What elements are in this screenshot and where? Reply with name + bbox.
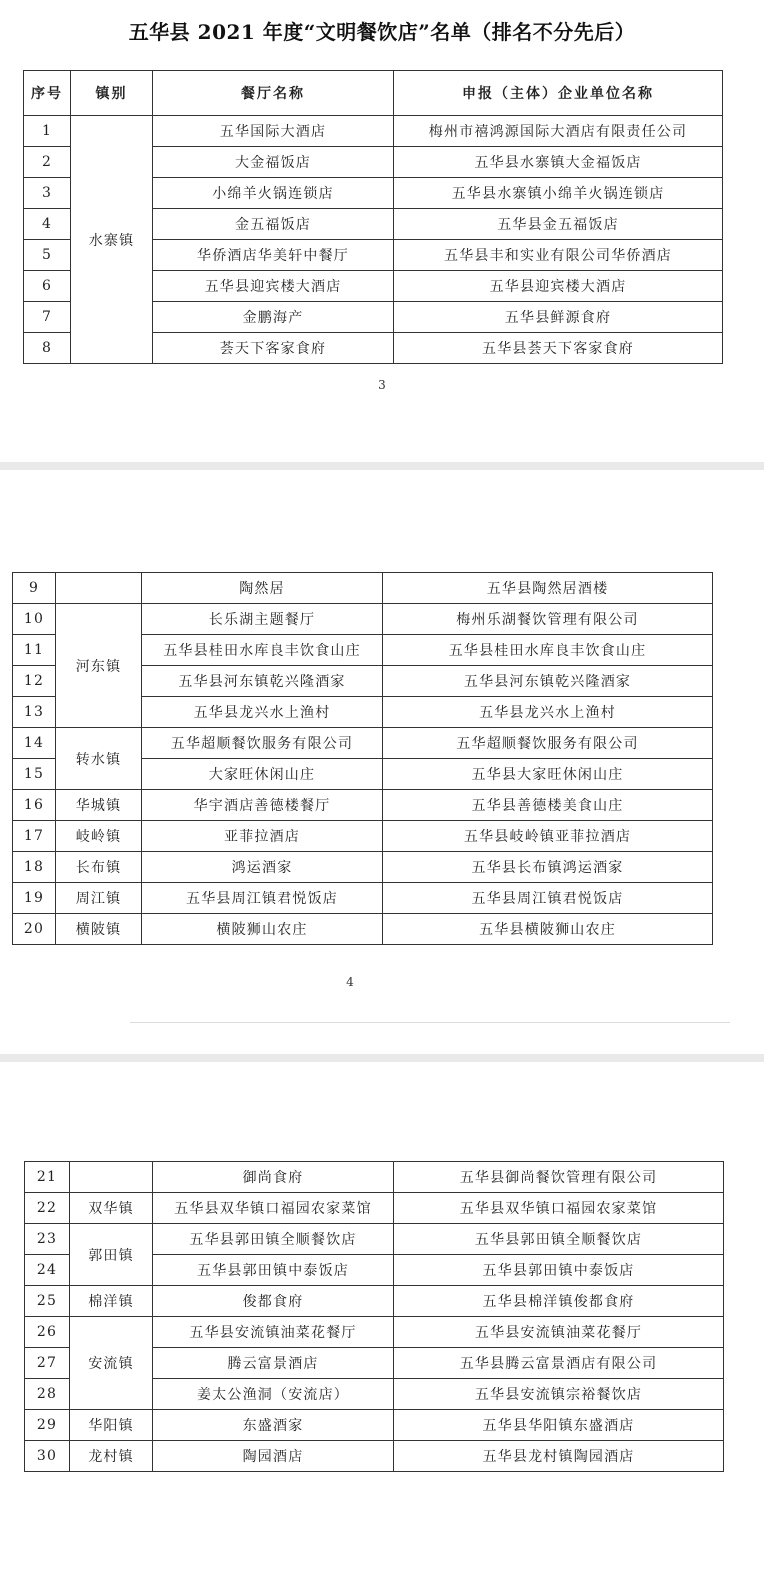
table-row [25,1162,724,1193]
restaurant-name: 横陂狮山农庄 [142,914,383,945]
row-number: 12 [13,666,56,697]
table-row [25,1317,724,1348]
town-cell: 河东镇 [56,604,142,728]
company-name: 五华县金五福饭店 [394,209,723,240]
company-name: 五华县郭田镇全顺餐饮店 [394,1224,724,1255]
header-company: 申报（主体）企业单位名称 [394,71,723,116]
row-number: 7 [24,302,71,333]
company-name: 五华县荟天下客家食府 [394,333,723,364]
company-name: 五华县龙兴水上渔村 [383,697,713,728]
town-cell: 郭田镇 [70,1224,153,1286]
header-restaurant: 餐厅名称 [153,71,394,116]
table-row [13,728,713,759]
restaurant-name: 五华县郭田镇中泰饭店 [153,1255,394,1286]
row-number: 9 [13,573,56,604]
company-name: 五华县周江镇君悦饭店 [383,883,713,914]
row-number: 4 [24,209,71,240]
scan-line [130,1022,730,1023]
restaurant-name: 大金福饭店 [153,147,394,178]
restaurant-name: 华侨酒店华美轩中餐厅 [153,240,394,271]
town-cell: 岐岭镇 [56,821,142,852]
company-name: 五华县桂田水库良丰饮食山庄 [383,635,713,666]
row-number: 15 [13,759,56,790]
company-name: 五华县华阳镇东盛酒店 [394,1410,724,1441]
row-number: 17 [13,821,56,852]
restaurant-name: 陶然居 [142,573,383,604]
row-number: 25 [25,1286,70,1317]
restaurant-table-page-3 [24,1161,724,1472]
page-number: 3 [378,378,386,392]
company-name: 五华县迎宾楼大酒店 [394,271,723,302]
restaurant-name: 荟天下客家食府 [153,333,394,364]
restaurant-name: 五华县双华镇口福园农家菜馆 [153,1193,394,1224]
document-title: 五华县 2021 年度“文明餐饮店”名单（排名不分先后） [128,20,636,44]
restaurant-name: 五华县郭田镇全顺餐饮店 [153,1224,394,1255]
company-name: 梅州乐湖餐饮管理有限公司 [383,604,713,635]
company-name: 五华县丰和实业有限公司华侨酒店 [394,240,723,271]
row-number: 18 [13,852,56,883]
row-number: 21 [25,1162,70,1193]
table-row [13,790,713,821]
table-row [13,852,713,883]
row-number: 19 [13,883,56,914]
restaurant-name: 五华超顺餐饮服务有限公司 [142,728,383,759]
company-name: 五华县大家旺休闲山庄 [383,759,713,790]
row-number: 13 [13,697,56,728]
row-number: 22 [25,1193,70,1224]
restaurant-name: 华宇酒店善德楼餐厅 [142,790,383,821]
restaurant-name: 御尚食府 [153,1162,394,1193]
row-number: 26 [25,1317,70,1348]
restaurant-table-page-2 [12,572,713,945]
row-number: 1 [24,116,71,147]
row-number: 24 [25,1255,70,1286]
row-number: 10 [13,604,56,635]
town-cell: 华城镇 [56,790,142,821]
town-cell: 龙村镇 [70,1441,153,1472]
row-number: 3 [24,178,71,209]
company-name: 五华县御尚餐饮管理有限公司 [394,1162,724,1193]
row-number: 8 [24,333,71,364]
header-town: 镇别 [71,71,153,116]
restaurant-name: 俊都食府 [153,1286,394,1317]
company-name: 五华县腾云富景酒店有限公司 [394,1348,724,1379]
document-page-3 [0,1062,764,1588]
row-number: 6 [24,271,71,302]
restaurant-name: 五华县桂田水库良丰饮食山庄 [142,635,383,666]
restaurant-name: 五华县周江镇君悦饭店 [142,883,383,914]
header-seq: 序号 [24,71,71,116]
restaurant-name: 长乐湖主题餐厅 [142,604,383,635]
town-cell: 华阳镇 [70,1410,153,1441]
restaurant-name: 鸿运酒家 [142,852,383,883]
restaurant-name: 五华县河东镇乾兴隆酒家 [142,666,383,697]
town-cell: 横陂镇 [56,914,142,945]
town-cell: 双华镇 [70,1193,153,1224]
row-number: 23 [25,1224,70,1255]
table-row [13,883,713,914]
restaurant-name: 陶园酒店 [153,1441,394,1472]
company-name: 梅州市禧鸿源国际大酒店有限责任公司 [394,116,723,147]
row-number: 30 [25,1441,70,1472]
town-cell: 长布镇 [56,852,142,883]
table-row [25,1286,724,1317]
company-name: 五华县水寨镇大金福饭店 [394,147,723,178]
company-name: 五华县河东镇乾兴隆酒家 [383,666,713,697]
table-row [25,1410,724,1441]
row-number: 11 [13,635,56,666]
restaurant-name: 大家旺休闲山庄 [142,759,383,790]
restaurant-table-page-1 [23,70,723,364]
row-number: 14 [13,728,56,759]
table-row [13,914,713,945]
row-number: 5 [24,240,71,271]
row-number: 29 [25,1410,70,1441]
restaurant-name: 金鹏海产 [153,302,394,333]
restaurant-name: 金五福饭店 [153,209,394,240]
restaurant-name: 小绵羊火锅连锁店 [153,178,394,209]
row-number: 16 [13,790,56,821]
town-cell: 棉洋镇 [70,1286,153,1317]
row-number: 2 [24,147,71,178]
table-row [25,1193,724,1224]
town-cell: 转水镇 [56,728,142,790]
company-name: 五华县岐岭镇亚菲拉酒店 [383,821,713,852]
company-name: 五华超顺餐饮服务有限公司 [383,728,713,759]
restaurant-name: 五华县迎宾楼大酒店 [153,271,394,302]
company-name: 五华县长布镇鸿运酒家 [383,852,713,883]
table-header-row [24,71,723,116]
company-name: 五华县安流镇油菜花餐厅 [394,1317,724,1348]
restaurant-name: 东盛酒家 [153,1410,394,1441]
restaurant-name: 五华县安流镇油菜花餐厅 [153,1317,394,1348]
restaurant-name: 亚菲拉酒店 [142,821,383,852]
row-number: 20 [13,914,56,945]
restaurant-name: 腾云富景酒店 [153,1348,394,1379]
town-cell [70,1162,153,1193]
company-name: 五华县陶然居酒楼 [383,573,713,604]
table-row [13,604,713,635]
company-name: 五华县横陂狮山农庄 [383,914,713,945]
town-cell: 周江镇 [56,883,142,914]
table-row [13,573,713,604]
table-row [25,1224,724,1255]
page-number: 4 [346,975,354,989]
row-number: 28 [25,1379,70,1410]
table-row [25,1441,724,1472]
company-name: 五华县水寨镇小绵羊火锅连锁店 [394,178,723,209]
town-cell: 水寨镇 [71,116,153,364]
town-cell: 安流镇 [70,1317,153,1410]
company-name: 五华县善德楼美食山庄 [383,790,713,821]
company-name: 五华县双华镇口福园农家菜馆 [394,1193,724,1224]
restaurant-name: 五华国际大酒店 [153,116,394,147]
document-page-1 [0,0,764,462]
company-name: 五华县棉洋镇俊都食府 [394,1286,724,1317]
company-name: 五华县安流镇宗裕餐饮店 [394,1379,724,1410]
table-row [13,821,713,852]
company-name: 五华县龙村镇陶园酒店 [394,1441,724,1472]
town-cell [56,573,142,604]
company-name: 五华县鲜源食府 [394,302,723,333]
restaurant-name: 姜太公渔洞（安流店） [153,1379,394,1410]
row-number: 27 [25,1348,70,1379]
document-page-2 [0,470,764,1054]
company-name: 五华县郭田镇中泰饭店 [394,1255,724,1286]
restaurant-name: 五华县龙兴水上渔村 [142,697,383,728]
table-row [24,116,723,147]
